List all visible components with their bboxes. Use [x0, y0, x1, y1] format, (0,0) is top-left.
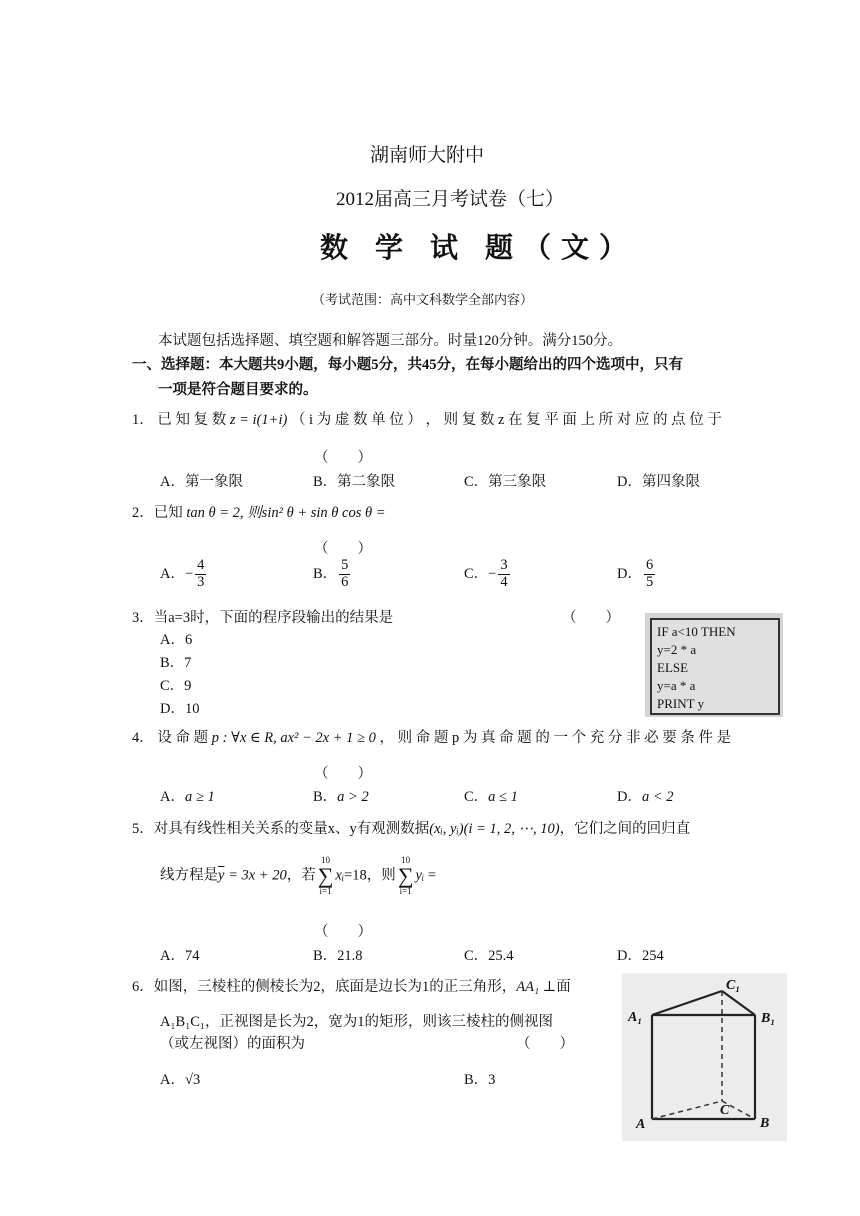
- question-2: [132, 501, 386, 522]
- q6-option-b: B．3: [464, 1072, 496, 1088]
- q4-post: ， 则 命 题 p 为 真 命 题 的 一 个 充 分 非 必 要 条 件 是: [379, 730, 732, 746]
- q2-option-a: [160, 558, 208, 591]
- q4-b-expr: a > 2: [337, 789, 369, 805]
- q4-c-expr: a ≤ 1: [488, 789, 518, 805]
- q1-number: 1．: [132, 412, 154, 428]
- q3-program-image: [645, 613, 783, 717]
- q3-answer-paren: （ ）: [562, 610, 620, 626]
- exam-title: 2012届高三月考试卷（七）: [336, 189, 565, 210]
- q2-answer-paren: （ ）: [314, 541, 372, 557]
- q2-d-num: 6: [645, 557, 654, 573]
- q5-option-d: D．254: [617, 948, 664, 964]
- q5-l2-pre: 线方程是: [160, 867, 218, 884]
- q2-pre: 已知: [153, 505, 183, 521]
- question-5: [132, 817, 690, 838]
- code-line: PRINT y: [657, 696, 705, 711]
- code-line: ELSE: [657, 660, 689, 675]
- q1-expr: z = i(1+i): [229, 412, 288, 428]
- q6-aa1: AA₁ ⊥: [516, 979, 557, 995]
- code-line: IF a<10 THEN: [657, 624, 736, 639]
- q4-expr: p : ∀x ∈ R, ax² − 2x + 1 ≥ 0: [211, 730, 376, 746]
- subject-title: 数 学 试 题（文）: [320, 233, 638, 264]
- fig-label: B₁: [761, 1011, 776, 1026]
- q4-d-label: D．: [617, 789, 642, 805]
- q5-sum-var-x: xᵢ: [335, 867, 345, 884]
- q4-a-expr: a ≥ 1: [184, 789, 215, 805]
- q2-c-den: 4: [500, 573, 508, 590]
- question-3: [132, 606, 393, 627]
- q3-text: 当a=3时，下面的程序段输出的结果是: [153, 610, 394, 626]
- q5-l2-eq: = 3x + 20: [224, 867, 287, 884]
- q2-a-fraction: [195, 558, 206, 591]
- q2-a-den: 3: [197, 573, 205, 590]
- q4-pre: 设 命 题: [157, 730, 209, 746]
- q2-d-label: D．: [617, 565, 642, 582]
- exam-scope: （考试范围：高中文科数学全部内容）: [312, 292, 534, 307]
- q6-line3: （或左视图）的面积为: [160, 1036, 305, 1052]
- fig-label: C₁: [726, 978, 741, 993]
- q2-d-fraction: [644, 558, 655, 591]
- q5-line2: [160, 856, 436, 896]
- question-4: [132, 726, 731, 747]
- q2-a-num: 4: [197, 557, 205, 573]
- fig-label: C: [720, 1103, 730, 1118]
- fig-label: A₁: [628, 1010, 643, 1025]
- question-1: [132, 408, 722, 429]
- q5-l2-mid: ，若: [286, 867, 316, 884]
- q1-option-d: D．第四象限: [617, 474, 700, 490]
- q5-sum-val: =18，则: [344, 867, 396, 884]
- q3-option-c: C．9: [160, 678, 192, 694]
- q2-c-fraction: [498, 558, 509, 591]
- q6-answer-paren: （ ）: [516, 1036, 574, 1052]
- q2-b-fraction: [339, 558, 350, 591]
- q1-answer-paren: （ ）: [314, 450, 372, 466]
- q1-option-a: A．第一象限: [160, 474, 243, 490]
- q2-option-c: [464, 558, 512, 591]
- q4-a-label: A．: [160, 789, 185, 805]
- q4-option-b: [313, 785, 369, 806]
- q6-a-label: A．: [160, 1072, 185, 1088]
- q5-pre: 对具有线性相关关系的变量x、y有观测数据: [153, 821, 430, 837]
- q4-option-c: [464, 785, 518, 806]
- q5-post: ，它们之间的回归直: [559, 821, 691, 837]
- q6-l1: 如图，三棱柱的侧棱长为2，底面是边长为1的正三角形，: [153, 979, 517, 995]
- q3-option-a: A．6: [160, 632, 193, 648]
- question-6: [132, 975, 571, 996]
- q6-option-a: [160, 1068, 200, 1089]
- q5-option-c: C．25.4: [464, 948, 514, 964]
- q6-l1-end: 面: [556, 979, 571, 995]
- q3-number: 3．: [132, 610, 154, 626]
- sum-lower: i=1: [399, 886, 412, 896]
- q2-c-sign: −: [488, 565, 497, 582]
- q2-c-label: C．: [464, 565, 489, 582]
- q2-number: 2．: [132, 505, 154, 521]
- q4-d-expr: a < 2: [641, 789, 674, 805]
- q4-option-a: [160, 785, 215, 806]
- code-line: y=2 * a: [657, 642, 697, 657]
- prism-figure: [622, 973, 787, 1141]
- sum-symbol: ∑: [317, 863, 334, 888]
- q2-b-label: B．: [313, 565, 338, 582]
- q2-b-den: 6: [341, 573, 349, 590]
- section1-heading-cont: 一项是符合题目要求的。: [158, 382, 318, 398]
- q2-expr: tan θ = 2, 则sin² θ + sin θ cos θ =: [186, 505, 386, 521]
- q1-post: （ i 为 虚 数 单 位 ） ， 则 复 数 z 在 复 平 面 上 所 对 应 的 点 位 于: [290, 412, 722, 428]
- q6-a-expr: √3: [184, 1072, 201, 1088]
- q5-answer-paren: （ ）: [314, 924, 372, 940]
- q4-c-label: C．: [464, 789, 489, 805]
- q3-program-box: [650, 618, 780, 715]
- sum-upper: 10: [401, 855, 411, 865]
- q5-option-a: A．74: [160, 948, 200, 964]
- q2-d-den: 5: [645, 573, 654, 590]
- q4-option-d: [617, 785, 674, 806]
- q6-number: 6．: [132, 979, 154, 995]
- q2-option-b: [313, 558, 352, 591]
- q2-a-label: A．: [160, 565, 185, 582]
- q5-expr: (xᵢ, yᵢ)(i = 1, 2, ⋯, 10): [429, 821, 560, 837]
- q2-b-num: 5: [341, 557, 349, 573]
- code-line: y=a * a: [657, 678, 696, 693]
- q5-sum-var-y: yᵢ: [415, 867, 425, 884]
- q5-option-b: B．21.8: [313, 948, 363, 964]
- sum-upper: 10: [321, 855, 331, 865]
- q4-b-label: B．: [313, 789, 338, 805]
- q1-option-b: B．第二象限: [313, 474, 396, 490]
- q5-l2-end: =: [424, 867, 437, 884]
- q3-option-b: B．7: [160, 655, 192, 671]
- fig-label: B: [760, 1116, 770, 1131]
- fig-label: A: [636, 1117, 646, 1132]
- q5-sum-x: [318, 856, 334, 896]
- prism-diagram: [622, 973, 787, 1141]
- q2-c-num: 3: [500, 557, 508, 573]
- school-name: 湖南师大附中: [370, 145, 485, 166]
- q5-yhat: $\overline{y}$: [218, 867, 225, 884]
- sum-lower: i=1: [319, 886, 332, 896]
- sum-symbol: ∑: [397, 863, 414, 888]
- q6-line2: A₁B₁C₁，正视图是长为2，宽为1的矩形，则该三棱柱的侧视图: [160, 1014, 553, 1030]
- intro-text: 本试题包括选择题、填空题和解答题三部分。时量120分钟。满分150分。: [158, 333, 622, 349]
- q2-option-d: [617, 558, 657, 591]
- q2-a-sign: −: [184, 565, 194, 582]
- q1-option-c: C．第三象限: [464, 474, 547, 490]
- q1-pre: 已 知 复 数: [157, 412, 227, 428]
- q4-answer-paren: （ ）: [314, 766, 372, 782]
- q3-option-d: D．10: [160, 701, 200, 717]
- q5-sum-y: [398, 856, 414, 896]
- q4-number: 4．: [132, 730, 154, 746]
- q5-number: 5．: [132, 821, 154, 837]
- section1-heading: 一、选择题：本大题共9小题，每小题5分，共45分，在每小题给出的四个选项中，只有: [132, 357, 683, 373]
